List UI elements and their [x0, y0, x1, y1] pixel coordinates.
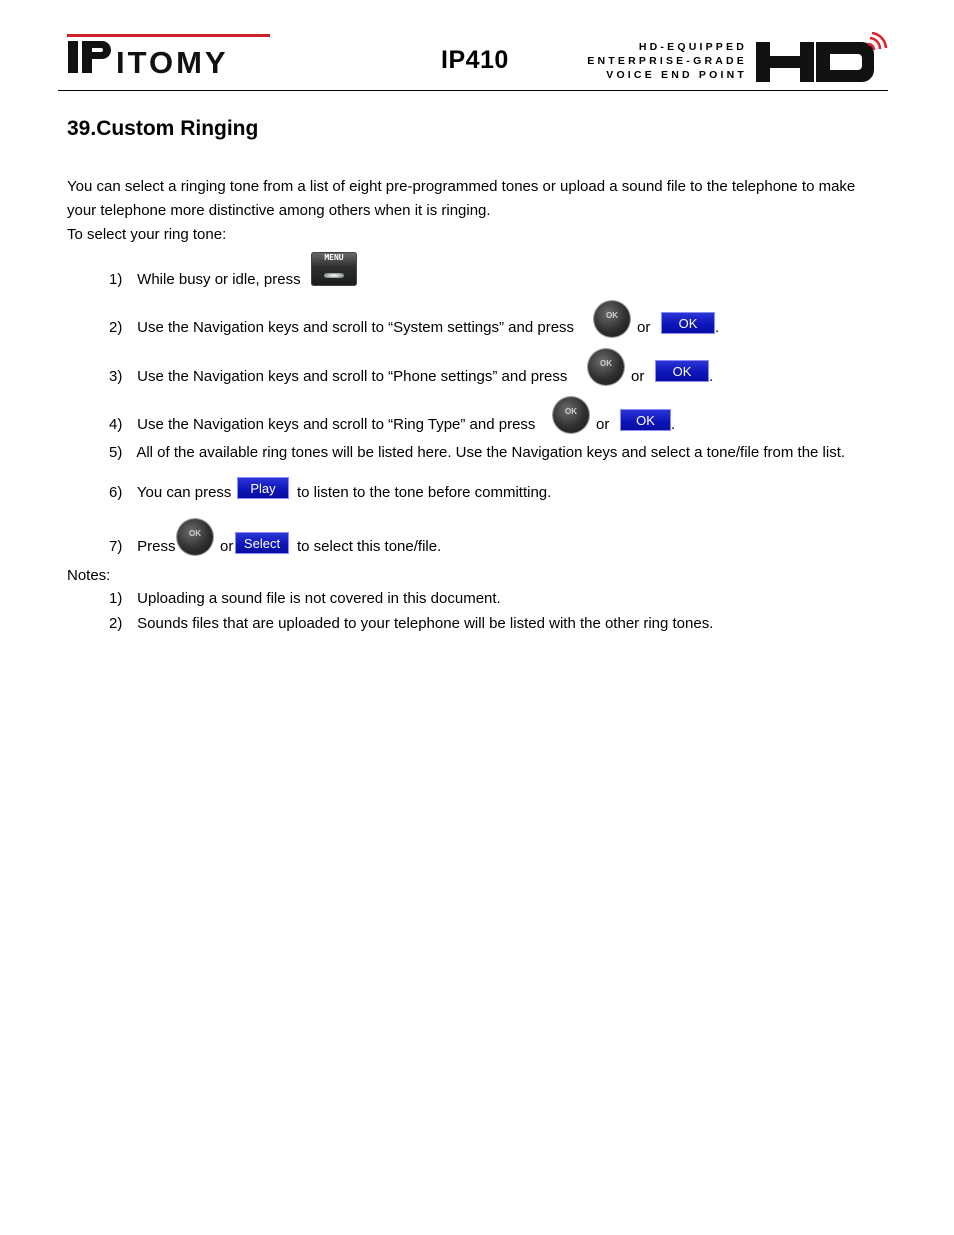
note-2: [109, 612, 713, 636]
ok-softkey-image: OK: [661, 312, 715, 334]
step-number: 4): [109, 416, 123, 433]
step-3: [109, 365, 567, 389]
ok-key-image: OK: [177, 519, 213, 555]
step-1: [109, 268, 301, 292]
step-7: [109, 535, 176, 559]
step-5: [109, 441, 845, 465]
document-title: IP410: [441, 46, 509, 74]
step-number: 1): [109, 271, 123, 288]
lead-text: To select your ring tone:: [67, 226, 227, 243]
step-4: [109, 413, 535, 437]
step-text: Use the Navigation keys and scroll to “System settings” and press: [137, 319, 575, 336]
header-divider: [58, 90, 888, 91]
step-number: 6): [109, 484, 123, 501]
ok-softkey-image: OK: [620, 409, 671, 431]
or-text: or: [631, 368, 645, 385]
step-2: [109, 316, 574, 340]
section-title: 39.Custom Ringing: [67, 117, 259, 140]
tagline-line-1: HD-EQUIPPED: [638, 41, 747, 53]
note-text: Sounds files that are uploaded to your telephone will be listed with the other ring tones.: [137, 615, 714, 632]
menu-key-label: MENU: [324, 253, 344, 262]
svg-text:ITOMY: ITOMY: [116, 45, 229, 76]
ipitomy-logo: [66, 32, 271, 76]
tagline: [575, 40, 747, 82]
step-text-after: to select this tone/file.: [297, 538, 442, 555]
menu-key-image: [311, 252, 357, 286]
play-softkey-image: Play: [237, 477, 289, 499]
note-number: 1): [109, 590, 123, 607]
step-end-period: .: [715, 319, 720, 336]
ok-key-image: OK: [588, 349, 624, 385]
menu-key-led: [324, 273, 344, 278]
notes-label: Notes:: [67, 567, 111, 584]
step-text: You can press: [136, 484, 232, 501]
note-text: Uploading a sound file is not covered in this document.: [137, 590, 501, 607]
step-number: 7): [109, 538, 123, 555]
ok-key-image: OK: [594, 301, 630, 337]
select-softkey-image: Select: [235, 532, 289, 554]
step-text-after: to listen to the tone before committing.: [297, 484, 552, 501]
or-text: or: [220, 538, 234, 555]
ok-key-image: OK: [553, 397, 589, 433]
step-text: While busy or idle, press: [137, 271, 301, 288]
step-text: Use the Navigation keys and scroll to “Ring Type” and press: [137, 416, 536, 433]
or-text: or: [596, 416, 610, 433]
step-end-period: .: [671, 416, 676, 433]
step-end-period: .: [709, 368, 714, 385]
step-text: Press: [137, 538, 176, 555]
tagline-line-3: VOICE END POINT: [606, 69, 747, 81]
tagline-line-2: ENTERPRISE-GRADE: [587, 55, 747, 67]
note-1: [109, 587, 501, 611]
step-text: All of the available ring tones will be listed here. Use the Navigation keys and select a tone/file from the list.: [136, 444, 846, 461]
or-text: or: [637, 319, 651, 336]
step-6: [109, 481, 231, 505]
step-number: 5): [109, 444, 123, 461]
ok-softkey-image: OK: [655, 360, 709, 382]
step-number: 3): [109, 368, 123, 385]
note-number: 2): [109, 615, 123, 632]
hd-logo: [754, 32, 890, 84]
step-text: Use the Navigation keys and scroll to “Phone settings” and press: [137, 368, 568, 385]
step-number: 2): [109, 319, 123, 336]
intro-paragraph: You can select a ringing tone from a list of eight pre-programmed tones or upload a sound file to the telephone to make your telephone more distinctive among others when it is ringing.: [67, 178, 856, 219]
